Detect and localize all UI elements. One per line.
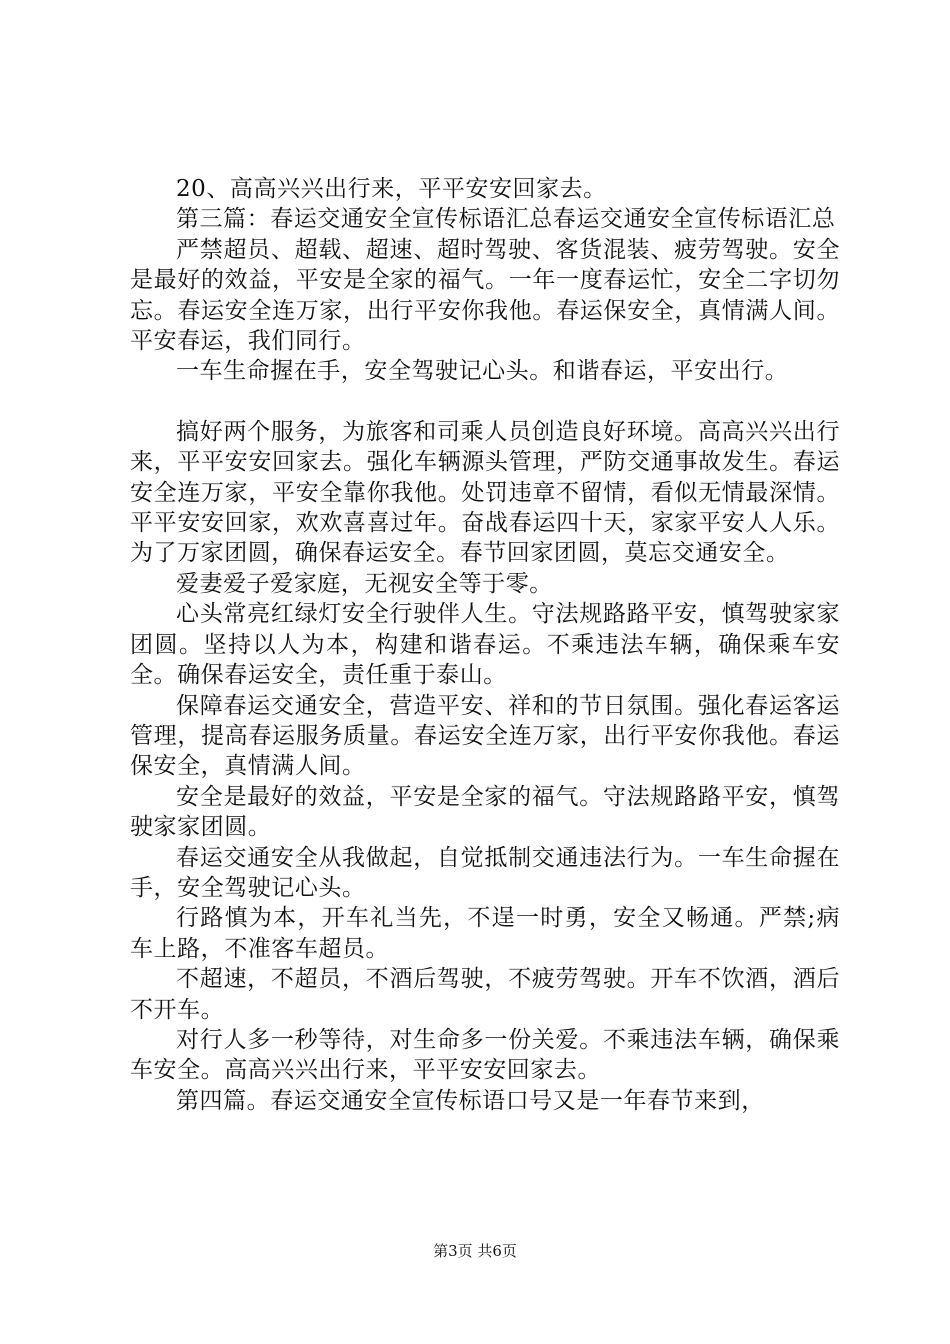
section-heading-paragraph: 第四篇。春运交通安全宣传标语口号又是一年春节来到，: [176, 1087, 765, 1114]
paragraph: 一车生命握在手，安全驾驶记心头。和谐春运，平安出行。: [176, 358, 789, 385]
paragraph: 对行人多一秒等待，对生命多一份关爱。不乘违法车辆，确保乘车安全。高高兴兴出行来，平平安安回家去。: [130, 1026, 840, 1084]
paragraph: 爱妻爱子爱家庭，无视安全等于零。: [176, 570, 553, 597]
paragraph: 安全是最好的效益，平安是全家的福气。守法规路路平安，慎驾驶家家团圆。: [130, 783, 840, 841]
paragraph: 行路慎为本，开车礼当先，不逞一时勇，安全又畅通。严禁;病车上路，不准客车超员。: [130, 905, 840, 962]
document-body: [130, 174, 840, 1116]
paragraph-gap: [130, 387, 840, 417]
section-heading-paragraph: 第三篇：春运交通安全宣传标语汇总春运交通安全宣传标语汇总: [176, 206, 836, 233]
page-number-footer: 第3页 共6页: [433, 1242, 517, 1260]
paragraph: 严禁超员、超载、超速、超时驾驶、客货混装、疲劳驾驶。安全是最好的效益，平安是全家的福气。一年一度春运忙，安全二字切勿忘。春运安全连万家，出行平安你我他。春运保安全，真情满人间。平安春运，我们同行。: [130, 236, 840, 355]
paragraph: 保障春运交通安全，营造平安、祥和的节日氛围。强化春运客运管理，提高春运服务质量。春运安全连万家，出行平安你我他。春运保安全，真情满人间。: [130, 692, 840, 780]
paragraph: 20、高高兴兴出行来，平平安安回家去。: [176, 176, 607, 202]
paragraph: 春运交通安全从我做起，自觉抵制交通违法行为。一车生命握在手，安全驾驶记心头。: [130, 844, 840, 901]
paragraph: 不超速，不超员，不酒后驾驶，不疲劳驾驶。开车不饮酒，酒后不开车。: [130, 966, 840, 1023]
paragraph: 搞好两个服务，为旅客和司乘人员创造良好环境。高高兴兴出行来，平平安安回家去。强化车辆源头管理，严防交通事故发生。春运安全连万家，平安全靠你我他。处罚违章不留情，看似无情最深情。平平安安回家，欢欢喜喜过年。奋战春运四十天，家家平安人人乐。为了万家团圆，确保春运安全。春节回家团圆，莫忘交通安全。: [130, 418, 840, 567]
paragraph: 心头常亮红绿灯安全行驶伴人生。守法规路路平安，慎驾驶家家团圆。坚持以人为本，构建和谐春运。不乘违法车辆，确保乘车安全。确保春运安全，责任重于泰山。: [130, 601, 840, 689]
